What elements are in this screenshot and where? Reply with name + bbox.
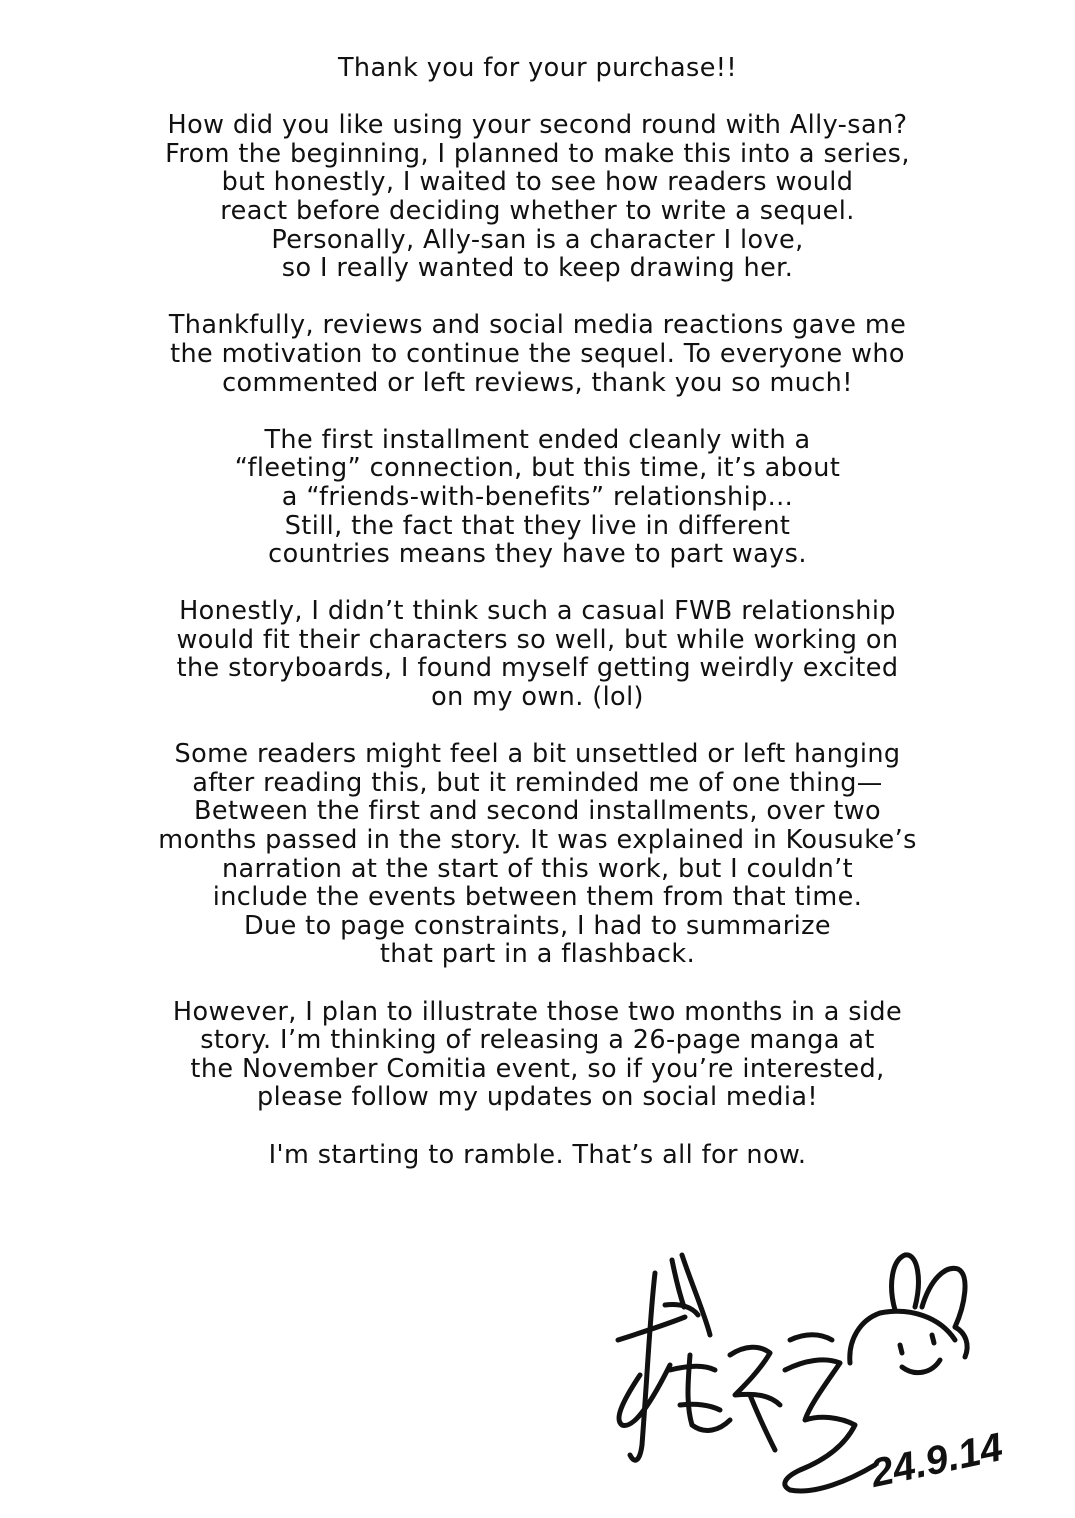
signature-drawing (610, 1245, 1030, 1510)
paragraph-second-round (40, 111, 1035, 283)
paragraph-thanks (40, 54, 1035, 83)
text-line: Thank you for your purchase!! (337, 53, 738, 83)
text-line: Thankfully, reviews and social media reactions gave me (168, 310, 907, 341)
text-line: How did you like using your second round with Ally-san? (167, 110, 908, 141)
text-line: “fleeting” connection, but this time, it’s about (234, 453, 841, 484)
paragraph-closing (40, 1141, 1035, 1170)
text-line: the motivation to continue the sequel. To everyone who (170, 338, 905, 369)
text-line: Due to page constraints, I had to summarize (243, 910, 831, 941)
bunny-doodle-icon (850, 1255, 967, 1373)
svg-text:24.9.14: 24.9.14 (866, 1425, 1007, 1496)
paragraph-side-story (40, 998, 1035, 1112)
text-line: the November Comitia event, so if you’re interested, (190, 1053, 885, 1084)
text-line: The first installment ended cleanly with a (264, 424, 811, 455)
paragraph-fwb (40, 597, 1035, 711)
text-line: However, I plan to illustrate those two months in a side (172, 996, 903, 1027)
text-line: but honestly, I waited to see how readers would (221, 167, 854, 198)
signature-date (866, 1425, 1007, 1496)
text-line: story. I’m thinking of releasing a 26-page manga at (200, 1025, 875, 1056)
afterword-text (40, 54, 1035, 1198)
text-line: Honestly, I didn’t think such a casual FWB relationship (179, 596, 896, 627)
text-line: so I really wanted to keep drawing her. (281, 253, 794, 284)
text-line: narration at the start of this work, but I couldn’t (221, 853, 854, 884)
text-line: I'm starting to ramble. That’s all for now. (268, 1139, 807, 1170)
text-line: on my own. (lol) (431, 682, 644, 713)
signature-name-strokes (618, 1255, 875, 1491)
paragraph-reviews (40, 311, 1035, 397)
text-line: that part in a flashback. (379, 939, 696, 970)
text-line: please follow my updates on social media! (257, 1082, 818, 1113)
text-line: countries means they have to part ways. (268, 539, 807, 570)
paragraph-installment (40, 426, 1035, 569)
text-line: Between the first and second installments, over two (193, 796, 882, 827)
author-signature (610, 1245, 1030, 1510)
text-line: the storyboards, I found myself getting weirdly excited (176, 653, 899, 684)
text-line: Personally, Ally-san is a character I love, (271, 224, 804, 255)
text-line: From the beginning, I planned to make this into a series, (165, 138, 910, 169)
text-line: react before deciding whether to write a sequel. (220, 195, 855, 226)
text-line: would fit their characters so well, but while working on (176, 624, 899, 655)
paragraph-flashback (40, 740, 1035, 969)
text-line: Some readers might feel a bit unsettled or left hanging (174, 739, 901, 770)
text-line: a “friends-with-benefits” relationship... (281, 481, 794, 512)
text-line: months passed in the story. It was explained in Kousuke’s (158, 825, 917, 856)
text-line: include the events between them from that time. (212, 882, 863, 913)
text-line: after reading this, but it reminded me of one thing— (192, 767, 883, 798)
text-line: Still, the fact that they live in different (284, 510, 791, 541)
text-line: commented or left reviews, thank you so much! (222, 367, 853, 398)
